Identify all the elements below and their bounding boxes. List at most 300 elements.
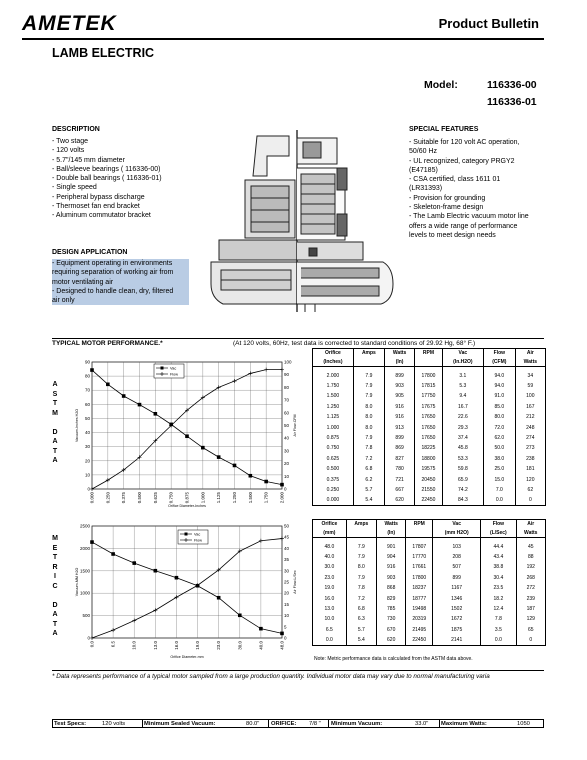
bulletin-title: Product Bulletin [438,16,539,31]
table-cell: 0 [515,495,545,505]
table-cell: 9.4 [442,391,483,401]
vertical-letter: R [52,563,58,571]
list-item: - Two stage [52,138,89,145]
vac-data-point [122,394,126,398]
y2-tick-label: 90 [284,372,290,378]
table-cell: 869 [384,443,414,453]
list-item: - The Lamb Electric vacuum motor line [409,213,529,221]
table-cell: 7.2 [346,593,376,603]
metric-note: Note: Metric performance data is calculated from the ASTM data above. [314,656,473,662]
list-item: - Ball/sleeve bearings ( 116336-00) [52,165,161,173]
y-axis-label: Vacuum-MM H2O [75,567,79,597]
table-cell: 7.9 [346,552,376,562]
column-unit: (L/Sec) [481,529,516,538]
table-cell: 670 [377,625,406,635]
table-cell: 22.6 [442,412,483,422]
table-cell: 192 [516,562,546,572]
table-row [313,443,546,453]
model-number-2: 116336-01 [487,96,537,108]
table-row [313,542,546,552]
list-item: - 5.7"/145 mm diameter [52,156,125,164]
table-cell: 85.0 [484,402,516,412]
table-cell: 17800 [406,573,433,583]
table-cell: 65 [516,625,546,635]
table-cell: 829 [377,593,406,603]
y-tick-label: 90 [84,359,90,365]
table-cell: 59.8 [442,464,483,474]
table-cell: 21495 [406,625,433,635]
vertical-letter: S [52,390,58,398]
y2-tick-label: 10 [284,473,290,479]
metric-performance-chart [62,520,308,666]
table-cell: 0.500 [313,464,354,474]
table-cell: 19575 [415,464,442,474]
table-cell: 88 [516,552,546,562]
model-number-1: 116336-00 [487,79,537,91]
legend-vac-marker [185,533,188,536]
vertical-letter: A [52,438,58,445]
company-logo: AMETEK [22,12,117,35]
x-tick-label: 6.5 [110,641,116,648]
model-label: Model: [424,79,458,91]
metric-vertical-label [50,534,60,639]
table-cell: 38.8 [481,562,516,572]
list-item: - Thermoset fan end bracket [52,203,140,211]
y-tick-label: 80 [84,373,90,379]
table-cell: 916 [377,562,406,572]
table-cell: 272 [516,583,546,593]
table-cell: 80.0 [484,412,516,422]
x-tick-label: 16.0 [173,641,179,650]
column-unit [346,529,376,538]
y2-tick-label: 80 [284,384,290,390]
table-row [313,381,546,391]
column-unit: (CFM) [484,358,516,367]
table-cell: 7.9 [353,371,384,381]
astm-data-table [312,348,546,506]
table-cell: 72.0 [484,422,516,432]
flow-data-point [248,371,252,375]
column-header: Orifice [313,520,347,529]
flow-data-point [106,478,110,482]
table-cell: 38.0 [484,454,516,464]
table-cell: 6.8 [346,604,376,614]
table-cell: 0 [516,635,546,645]
x-tick-label: 0.000 [89,492,95,504]
table-cell: 25.0 [484,464,516,474]
flow-data-point [259,539,263,543]
table-cell: 29.3 [442,422,483,432]
y-tick-label: 1000 [79,590,90,596]
table-cell: 23.0 [313,573,347,583]
vertical-letter: C [52,582,58,590]
vertical-letter: T [52,447,58,455]
flow-data-point [264,368,268,372]
table-cell: 6.2 [353,474,384,484]
table-row [313,635,546,645]
table-cell: 17815 [415,381,442,391]
table-cell: 273 [515,443,545,453]
table-cell: 0.250 [313,485,354,495]
table-cell: 19498 [406,604,433,614]
vac-data-point [249,474,253,478]
table-cell: 53.3 [442,454,483,464]
table-cell: 0.875 [313,433,354,443]
table-cell: 187 [516,604,546,614]
table-cell: 7.8 [353,443,384,453]
table-cell: 7.9 [353,391,384,401]
table-cell: 268 [516,573,546,583]
vac-data-point [264,480,268,484]
column-header: Air [515,349,545,358]
flow-data-point [174,595,178,599]
vertical-letter: T [52,554,58,561]
vertical-letter: A [52,457,58,464]
table-cell: 65.9 [442,474,483,484]
column-unit: (mm) [313,529,347,538]
max-watts-value: 1050 [517,721,530,727]
list-item: - Aluminum commutator bracket [52,212,151,220]
column-header: Vac [442,349,483,358]
y2-tick-label: 45 [284,534,290,540]
table-cell: 3.1 [442,371,483,381]
description-title: DESCRIPTION [52,126,100,133]
y2-tick-label: 20 [284,461,290,467]
y2-tick-label: 100 [284,359,292,365]
table-cell: 18777 [406,593,433,603]
table-cell: 827 [384,454,414,464]
table-cell: 6.8 [353,464,384,474]
table-cell: 59 [515,381,545,391]
y2-tick-label: 40 [284,435,290,441]
column-header: Air [516,520,546,529]
list-item: offers a wide range of performance [409,222,518,230]
table-cell: 18237 [406,583,433,593]
list-item: - CSA certified, class 1611 01 [409,176,501,184]
table-row [313,464,546,474]
list-item: requiring separation of working air from [52,268,189,277]
vac-data-point [238,613,242,617]
brand-subtitle: LAMB ELECTRIC [52,46,155,60]
table-cell: 120 [515,474,545,484]
column-unit: (In.H2O) [442,358,483,367]
table-cell: 899 [384,433,414,443]
y2-tick-label: 30 [284,568,290,574]
min-vacuum-value: 33.0" [415,721,429,727]
x-tick-label: 40.0 [258,641,264,650]
table-cell: 100 [515,391,545,401]
vac-series-line [92,542,282,633]
table-cell: 18225 [415,443,442,453]
y-tick-label: 60 [84,401,90,407]
table-cell: 6.5 [313,625,347,635]
y-tick-label: 40 [84,430,90,436]
vertical-letter [50,591,60,601]
x-tick-label: 19.0 [195,641,201,650]
table-cell: 903 [384,381,414,391]
list-item: air only [52,296,189,305]
table-cell: 1167 [433,583,481,593]
table-cell: 20450 [415,474,442,484]
table-cell: 7.0 [484,485,516,495]
table-row [313,371,546,381]
table-cell: 780 [384,464,414,474]
footer-rule [52,670,544,671]
table-cell: 30.0 [313,562,347,572]
y-tick-label: 2500 [79,523,90,529]
x-tick-label: 13.0 [152,641,158,650]
x-axis-label: Orifice Diameter-mm [170,655,204,659]
table-cell: 620 [384,495,414,505]
vac-data-point [259,627,263,631]
y2-tick-label: 0 [284,486,287,492]
y2-axis-label: Air Flow-L/Sec [293,570,297,594]
table-cell: 0.625 [313,454,354,464]
list-item: motor ventilating air [52,278,189,287]
table-cell: 17650 [415,433,442,443]
flow-data-point [132,619,136,623]
flow-data-point [90,487,94,491]
table-cell: 620 [377,635,406,645]
table-row [313,583,546,593]
legend-vac-label: Vac [170,366,177,371]
y-tick-label: 10 [84,472,90,478]
header-rule [22,38,544,40]
table-row [313,402,546,412]
column-unit [406,529,433,538]
table-cell: 8.0 [353,412,384,422]
column-unit: (Inches) [313,358,354,367]
vac-data-point [154,412,158,416]
table-cell: 1.750 [313,381,354,391]
orifice-value: 7/8 " [309,721,321,727]
test-specs-label: Test Specs: [54,721,87,727]
table-row [313,485,546,495]
flow-data-point [233,379,237,383]
table-row [313,625,546,635]
x-tick-label: 0.0 [89,641,95,648]
table-cell: 44.4 [481,542,516,552]
list-item: - 120 volts [52,147,85,155]
table-cell: 22450 [406,635,433,645]
min-sealed-vacuum-label: Minimum Sealed Vacuum: [144,721,216,727]
column-header: RPM [406,520,433,529]
table-row [313,593,546,603]
table-cell: 3.5 [481,625,516,635]
astm-performance-chart [62,354,308,510]
table-cell: 0.000 [313,495,354,505]
performance-conditions-note: (At 120 volts, 60Hz, test data is corrected to standard conditions of 29.92 Hg, 68° F.) [233,340,476,347]
column-header: RPM [415,349,442,358]
table-cell: 0.0 [481,635,516,645]
y2-tick-label: 25 [284,579,290,585]
table-cell: 667 [384,485,414,495]
table-cell: 74.2 [442,485,483,495]
list-item: - Provision for grounding [409,194,486,202]
x-tick-label: 0.500 [137,492,142,504]
table-cell: 2141 [433,635,481,645]
table-row [313,604,546,614]
y-tick-label: 0 [87,635,90,641]
vac-data-point [280,483,284,487]
table-cell: 8.0 [346,562,376,572]
x-tick-label: 1.125 [216,492,222,504]
flow-data-point [153,608,157,612]
x-tick-label: 0.750 [168,492,174,504]
y-tick-label: 50 [84,415,90,421]
flow-data-point [280,368,284,372]
vertical-letter: A [52,381,58,388]
motor-cross-section-image [205,128,401,318]
table-cell: 248 [515,422,545,432]
y2-tick-label: 0 [284,635,287,641]
vac-data-point [138,403,142,407]
x-tick-label: 1.500 [247,492,253,504]
table-cell: 91.0 [484,391,516,401]
y2-tick-label: 60 [284,410,290,416]
column-unit: (In) [384,358,414,367]
table-cell: 1346 [433,593,481,603]
table-cell: 10.0 [313,614,347,624]
table-cell: 62 [515,485,545,495]
vac-data-point [217,455,221,459]
table-cell: 1875 [433,625,481,635]
performance-title: TYPICAL MOTOR PERFORMANCE.* [52,340,163,347]
column-unit: Watts [515,358,545,367]
table-cell: 903 [377,573,406,583]
y2-tick-label: 50 [284,523,290,529]
table-cell: 22450 [415,495,442,505]
column-header: Watts [384,349,414,358]
table-cell: 43.4 [481,552,516,562]
vac-data-point [201,446,205,450]
legend-vac-label: Vac [194,532,201,537]
table-cell: 16.0 [313,593,347,603]
flow-series-line [92,539,282,638]
table-cell: 905 [384,391,414,401]
test-specs-bar [52,719,544,728]
table-cell: 0.0 [313,635,347,645]
table-cell: 7.8 [481,614,516,624]
table-cell: 84.3 [442,495,483,505]
column-header: Vac [433,520,481,529]
x-tick-label: 1.750 [263,492,269,504]
table-cell: 17675 [415,402,442,412]
list-item: (E47185) [409,166,438,174]
list-item: levels to meet design needs [409,231,496,239]
section-rule [52,338,544,339]
vac-data-point [106,382,110,386]
column-header: Watts [377,520,406,529]
table-cell: 899 [433,573,481,583]
table-cell: 50.0 [484,443,516,453]
table-cell: 20319 [406,614,433,624]
table-cell: 45 [516,542,546,552]
table-cell: 7.2 [353,454,384,464]
column-unit [353,358,384,367]
x-tick-label: 1.250 [232,492,237,504]
table-row [313,614,546,624]
table-row [313,562,546,572]
column-header: Amps [353,349,384,358]
vac-data-point [233,464,237,468]
y2-tick-label: 30 [284,448,290,454]
table-cell: 15.0 [484,474,516,484]
table-cell: 16.7 [442,402,483,412]
table-row [313,391,546,401]
table-cell: 62.0 [484,433,516,443]
min-vacuum-label: Minimum Vacuum: [331,721,383,727]
list-item: - Designed to handle clean, dry, filtered [52,287,189,296]
flow-data-point [111,628,115,632]
vertical-letter: T [52,620,58,628]
vertical-letter: T [52,400,58,407]
flow-data-point [217,385,221,389]
vertical-letter: E [52,544,58,552]
table-cell: 785 [377,604,406,614]
x-tick-label: 10.0 [131,641,137,650]
table-row [313,422,546,432]
table-cell: 18.2 [481,593,516,603]
y2-tick-label: 40 [284,545,290,551]
table-cell: 18800 [415,454,442,464]
table-cell: 0.375 [313,474,354,484]
design-application-list [52,259,189,305]
table-cell: 238 [515,454,545,464]
vertical-letter: M [52,535,58,542]
legend-flow-label: Flow [170,372,179,377]
x-tick-label: 0.875 [184,492,190,504]
table-cell: 1.125 [313,412,354,422]
table-cell: 103 [433,542,481,552]
table-cell: 2.000 [313,371,354,381]
y-axis-label: Vacuum-Inches H2O [75,408,79,443]
vertical-letter: M [52,409,58,417]
table-cell: 212 [515,412,545,422]
astm-vertical-label [50,380,60,466]
table-cell: 13.0 [313,604,347,614]
table-cell: 868 [377,583,406,593]
test-specs-volts: 120 volts [102,721,126,727]
table-cell: 40.0 [313,552,347,562]
table-cell: 8.0 [353,422,384,432]
data-footnote: * Data represents performance of a typical motor sampled from a large production quantity. Individual motor data may vary due to normal manufacturing varia [52,673,490,680]
table-cell: 913 [384,422,414,432]
x-axis-label: Orifice Diameter-Inches [168,504,206,508]
table-cell: 94.0 [484,381,516,391]
column-header: Amps [346,520,376,529]
y-tick-label: 20 [84,458,90,464]
y2-tick-label: 20 [284,590,290,596]
y2-tick-label: 15 [284,601,290,607]
table-row [313,412,546,422]
table-cell: 1672 [433,614,481,624]
table-cell: 17800 [415,371,442,381]
table-row [313,454,546,464]
design-application-title: DESIGN APPLICATION [52,249,128,256]
y-tick-label: 2000 [79,545,90,551]
flow-data-point [90,636,94,640]
description-list [52,137,162,221]
y2-tick-label: 70 [284,397,290,403]
table-cell: 17650 [415,412,442,422]
table-cell: 916 [384,402,414,412]
table-cell: 901 [377,542,406,552]
special-features-list [409,138,529,240]
table-cell: 34 [515,371,545,381]
legend-box [178,530,208,544]
vac-data-point [175,576,179,580]
